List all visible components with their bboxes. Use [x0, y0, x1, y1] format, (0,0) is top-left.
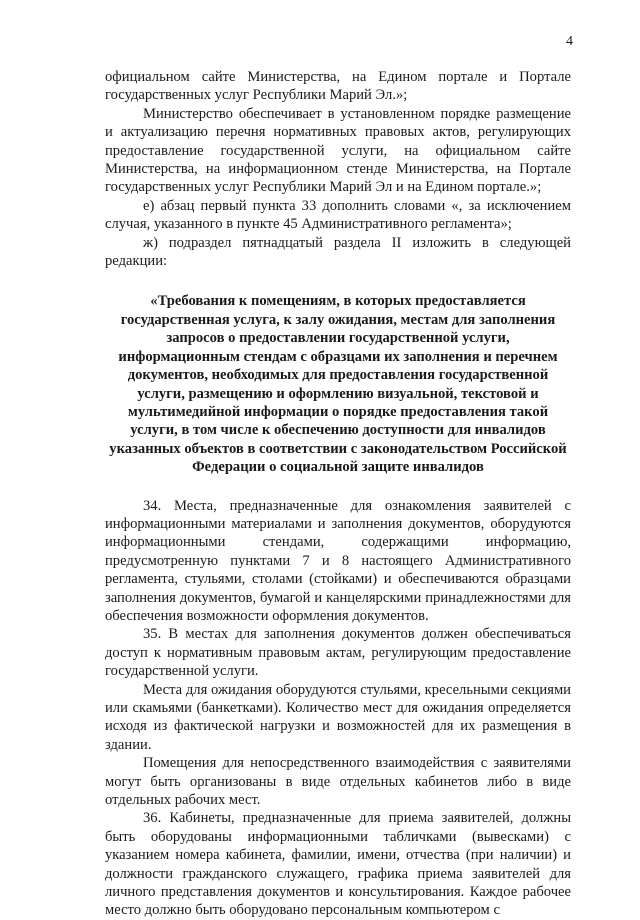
paragraph: Места для ожидания оборудуются стульями, кресельными секциями или скамьями (банкетками). Количество мест для ожидания определяется исходя из фактической нагрузки и возможностей для их размещения в здании. — [105, 681, 571, 753]
section-heading: «Требования к помещениям, в которых предоставляется государственная услуга, к залу ожидания, местам для заполнения запросов о предоставлении государственной услуги, информационным стендам с образцами их заполнения и перечнем документов, необходимых для предоставления государственной услуги, размещению и оформлению визуальной, текстовой и мультимедийной информации о порядке предоставления такой услуги, в том числе к обеспечению доступности для инвалидов указанных объектов в соответствии с законодательством Российской Федерации о социальной защите инвалидов — [109, 293, 567, 476]
paragraph: 35. В местах для заполнения документов должен обеспечиваться доступ к нормативным правовым актам, регулирующим предоставление государственной услуги. — [105, 626, 571, 680]
document-body — [105, 68, 571, 920]
paragraph: 36. Кабинеты, предназначенные для приема заявителей, должны быть оборудованы информационными табличками (вывесками) с указанием номера кабинета, фамилии, имени, отчества (при наличии) и должности гражданского служащего, графика приема заявителей для личного представления документов и консультирования. Каждое рабочее место должно быть оборудовано персональным компьютером с — [105, 810, 571, 919]
paragraph: ж) подраздел пятнадцатый раздела II изложить в следующей редакции: — [105, 234, 571, 270]
page-number: 4 — [566, 34, 573, 49]
paragraph: е) абзац первый пункта 33 дополнить словами «, за исключением случая, указанного в пункте 45 Административного регламента»; — [105, 197, 571, 233]
paragraph: Министерство обеспечивает в установленном порядке размещение и актуализацию перечня нормативных правовых актов, регулирующих предоставление государственной услуги, на официальном сайте Министерства, на информационном стенде Министерства, на Портале государственных услуг Республики Марий Эл и на Едином портале.»; — [105, 105, 571, 196]
paragraph: Помещения для непосредственного взаимодействия с заявителями могут быть организованы в виде отдельных кабинетов либо в виде отдельных рабочих мест. — [105, 755, 571, 809]
paragraph: 34. Места, предназначенные для ознакомления заявителей с информационными материалами и заполнения документов, оборудуются информационными стендами, содержащими информацию, предусмотренную пунктами 7 и 8 настоящего Административного регламента, стульями, столами (стойками) и обеспечиваются образцами заполнения документов, бумагой и канцелярскими принадлежностями для обеспечения возможности оформления документов. — [105, 497, 571, 624]
paragraph-continuation: официальном сайте Министерства, на Едином портале и Портале государственных услуг Республики Марий Эл.»; — [105, 69, 571, 104]
